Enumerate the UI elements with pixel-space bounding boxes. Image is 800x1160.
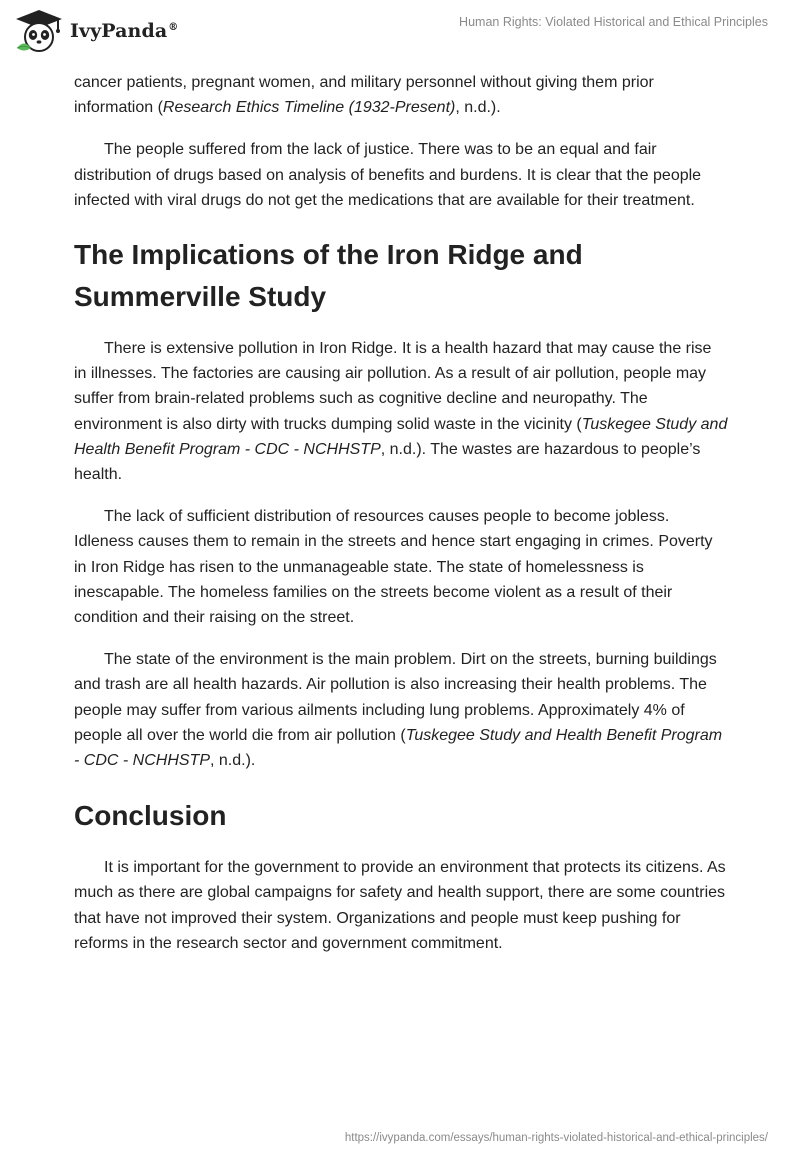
citation: Research Ethics Timeline (1932-Present) [162,99,456,117]
essay-body [74,70,728,973]
paragraph: There is extensive pollution in Iron Ridge. It is a health hazard that may cause the rise in illnesses. The factories are causing air pollution. As a result of air pollution, people may suffer from brain-related problems such as cognitive decline and neuropathy. The environment is also dirty with trucks dumping solid waste in the vicinity (Tuskegee Study and Health Benefit Program - CDC - NCHHSTP, n.d.). The wastes are hazardous to people’s health. [74,340,728,484]
paragraph: The lack of sufficient distribution of resources causes people to become jobless. Idleness causes them to remain in the streets and hence start engaging in crimes. Poverty in Iron Ridge has risen to the unmanageable state. The state of homelessness is inescapable. The homeless families on the streets become violent as a result of their condition and their raising on the street. [74,508,713,627]
paragraph-continued: cancer patients, pregnant women, and military personnel without giving them prior information (Research Ethics Timeline (1932-Present), n.d.). [74,74,654,117]
citation: Tuskegee Study and Health Benefit Program - CDC - NCHHSTP [74,415,728,458]
document-title: Human Rights: Violated Historical and Ethical Principles [459,15,768,29]
source-url[interactable]: https://ivypanda.com/essays/human-rights-violated-historical-and-ethical-principles/ [344,1132,768,1144]
section-heading-implications: The Implications of the Iron Ridge and Summerville Study [74,239,583,313]
ivypanda-logo[interactable] [14,8,178,54]
citation: Tuskegee Study and Health Benefit Program - CDC - NCHHSTP [74,726,723,770]
registered-mark: ® [168,21,179,33]
paragraph: The people suffered from the lack of justice. There was to be an equal and fair distribution of drugs based on analysis of benefits and burdens. It is clear that the people infected with viral drugs do not get the medications that are available for their treatment. [74,141,702,209]
panda-mascot-icon [14,8,64,54]
paragraph: The state of the environment is the main problem. Dirt on the streets, burning buildings and trash are all health hazards. Air pollution is also increasing their health problems. The people may suffer from various ailments including lung problems. Approximately 4% of people all over the world die from air pollution (Tuskegee Study and Health Benefit Program - CDC - NCHHSTP, n.d.). [74,651,723,770]
brand-name: IvyPanda® [70,20,179,42]
paragraph: It is important for the government to provide an environment that protects its citizens. As much as there are global campaigns for safety and health support, there are some countries that have not improved their system. Organizations and people must keep pushing for reforms in the research sector and government commitment. [74,859,726,952]
page-header [0,0,800,70]
section-heading-conclusion: Conclusion [74,800,227,832]
